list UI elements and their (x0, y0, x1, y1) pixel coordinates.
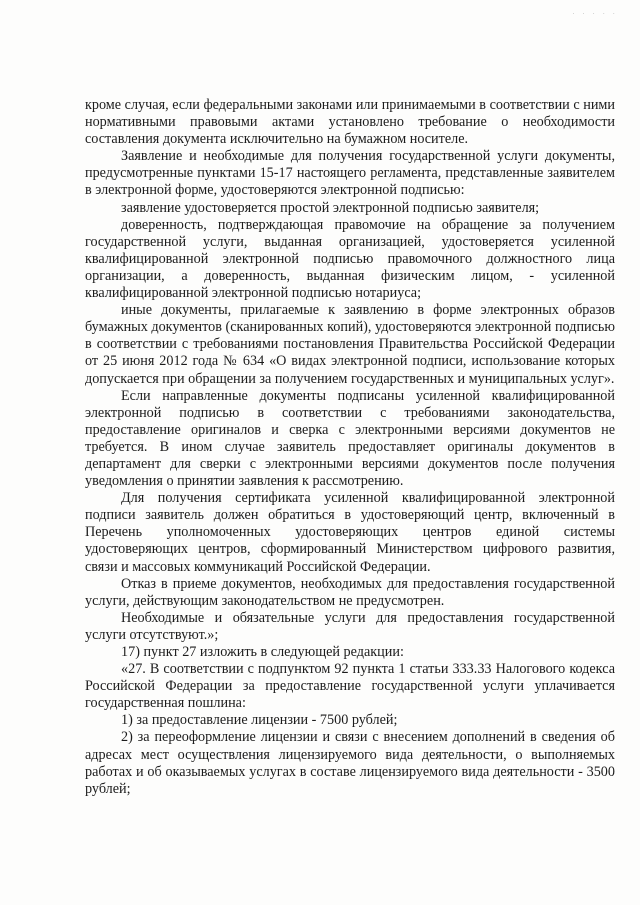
scan-corner-mark: · · · · · (572, 10, 618, 18)
paragraph-continuation: кроме случая, если федеральными законами или принимаемыми в соответствии с ними нормативными правовыми актами установлено требование о необходимости составления документа исключительно на бумажном носителе. (85, 97, 615, 148)
paragraph-refusal: Отказ в приеме документов, необходимых для предоставления государственной услуги, действующим законодательством не предусмотрен. (85, 575, 615, 609)
paragraph-mandatory-services: Необходимые и обязательные услуги для предоставления государственной услуги отсутствуют.»; (85, 609, 615, 643)
paragraph-certificate: Для получения сертификата усиленной квалифицированной электронной подписи заявитель должен обратиться в удостоверяющий центр, включенный в Перечень уполномоченных удостоверяющих центров единой системы удостоверяющих центров, сформированный Министерством цифрового развития, связи и массовых коммуникаций Российской Федерации. (85, 490, 615, 575)
paragraph-fee-license: 1) за предоставление лицензии - 7500 рублей; (121, 712, 398, 729)
paragraph-originals-verification: Если направленные документы подписаны усиленной квалифицированной электронной подписью в соответствии с требованиями законодательства, предоставление оригиналов и сверка с электронными версиями документов не требуется. В ином случае заявитель предоставляет оригиналы документов в департамент для сверки с электронными версиями документов после получения уведомления о принятии заявления к рассмотрению. (85, 387, 615, 490)
paragraph-item-17: 17) пункт 27 изложить в следующей редакции: (121, 644, 404, 660)
paragraph-electronic-signature-requirement: Заявление и необходимые для получения государственной услуги документы, предусмотренные пунктами 15-17 настоящего регламента, представленные заявителем в электронной форме, удостоверяются электронной подписью: (85, 148, 615, 199)
paragraph-clause-27: «27. В соответствии с подпунктом 92 пункта 1 статьи 333.33 Налогового кодекса Российской Федерации за предоставление государственной услуги уплачивается государственная пошлина: (85, 661, 615, 712)
paragraph-fee-reissue: 2) за переоформление лицензии и связи с внесением дополнений в сведения об адресах мест осуществления лицензируемого вида деятельности, о выполняемых работах и об оказываемых услугах в составе лицензируемого вида деятельности - 3500 рублей; (85, 729, 615, 797)
paragraph-other-documents: иные документы, прилагаемые к заявлению в форме электронных образов бумажных документов (сканированных копий), удостоверяются электронной подписью в соответствии с требованиями постановления Правительства Российской Федерации от 25 июня 2012 года № 634 «О видах электронной подписи, использование которых допускается при обращении за получением государственных и муниципальных услуг». (85, 302, 615, 387)
paragraph-power-of-attorney: доверенность, подтверждающая правомочие на обращение за получением государственной услуги, выданная организацией, удостоверяется усиленной квалифицированной электронной подписью правомочного должностного лица организации, а доверенность, выданная физическим лицом, - усиленной квалифицированной электронной подписью нотариуса; (85, 216, 615, 302)
paragraph-application-signature: заявление удостоверяется простой электронной подписью заявителя; (121, 199, 540, 216)
document-body (85, 97, 615, 798)
